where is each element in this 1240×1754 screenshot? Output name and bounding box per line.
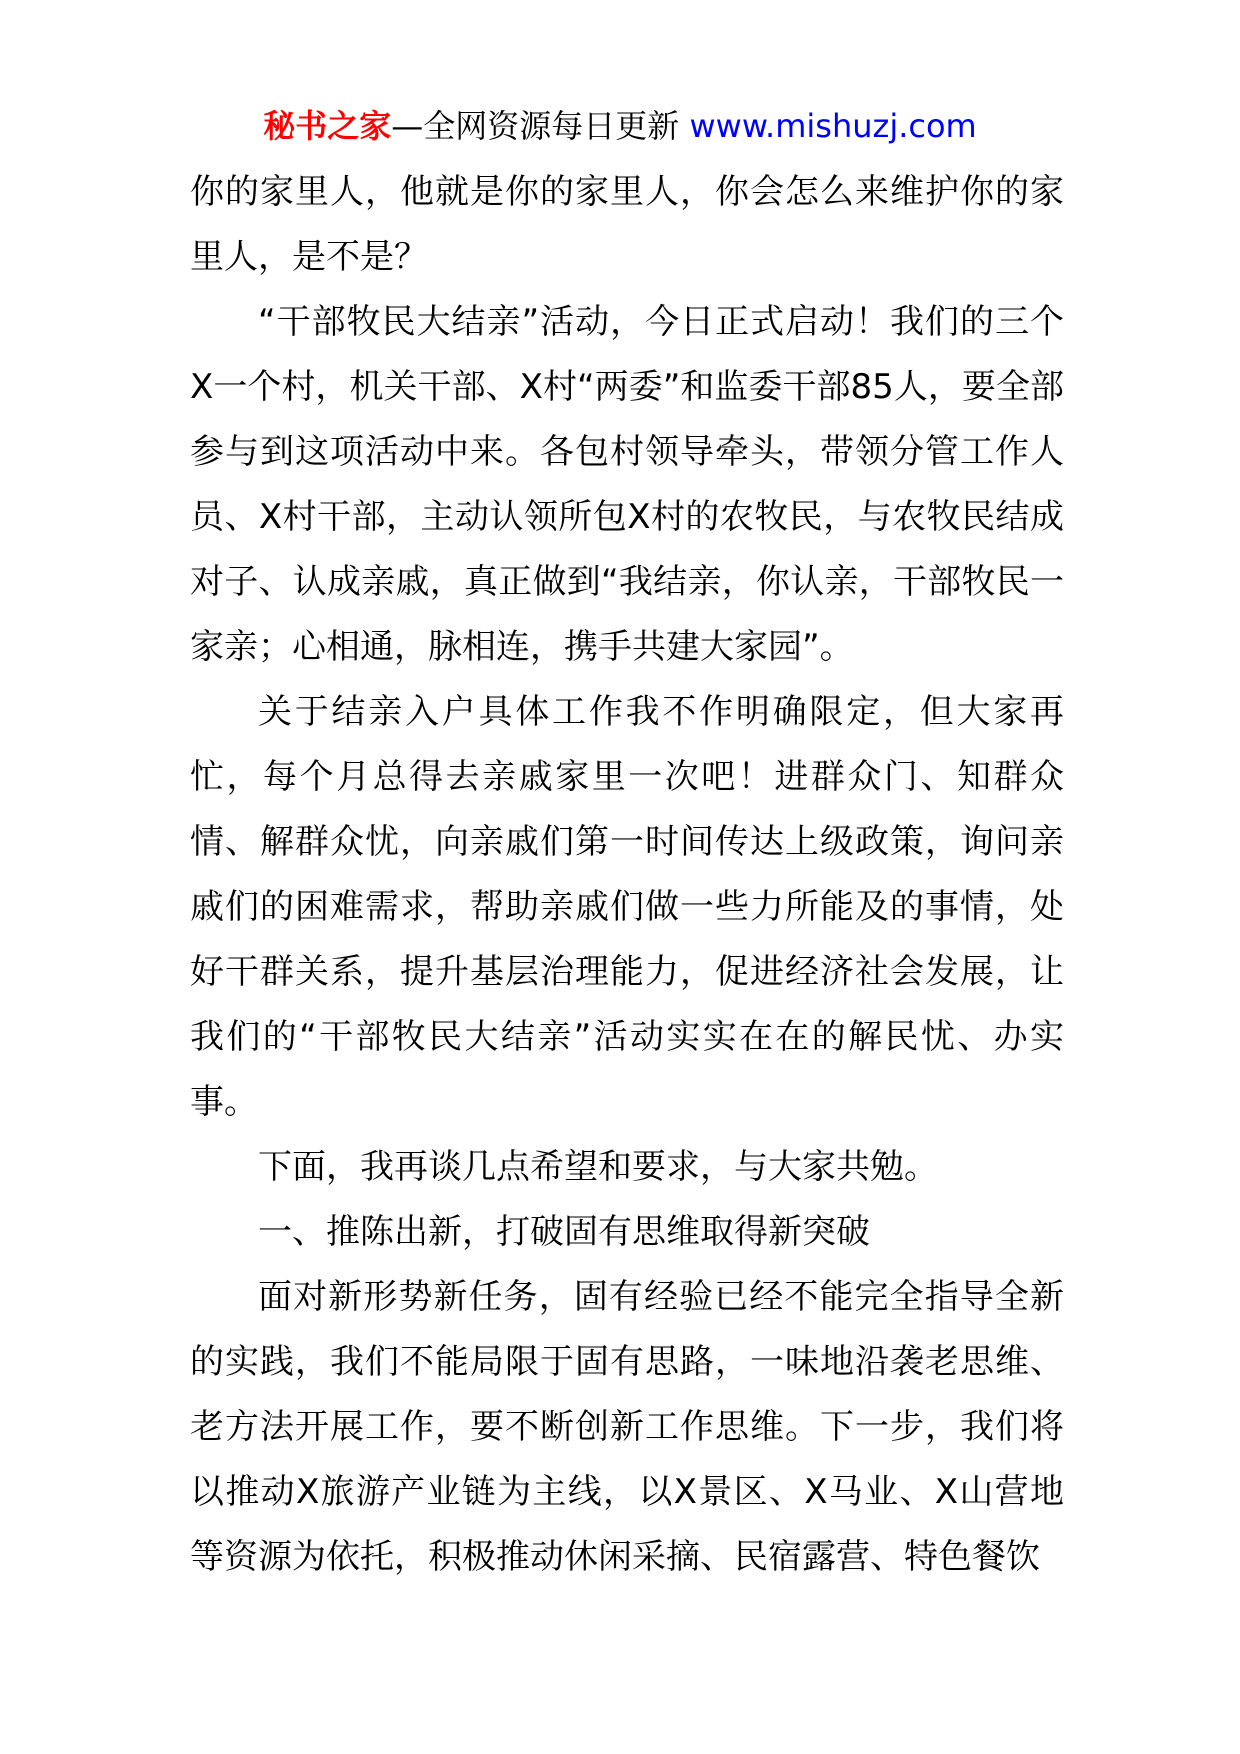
paragraph-innovation: 面对新形势新任务，固有经验已经不能完全指导全新的实践，我们不能局限于固有思路，一味地沿袭老思维、老方法开展工作，要不断创新工作思维。下一步，我们将以推动X旅游产业链为主线，以X景区、X马业、X山营地等资源为依托，积极推动休闲采摘、民宿露营、特色餐饮 <box>190 1277 1064 1577</box>
site-tagline: —全网资源每日更新 <box>391 107 680 145</box>
site-url-link[interactable]: www.mishuzj.com <box>689 107 977 145</box>
paragraph-continued: 你的家里人，他就是你的家里人，你会怎么来维护你的家里人，是不是？ <box>190 172 1064 277</box>
paragraph-activity-launch: “干部牧民大结亲”活动，今日正式启动！我们的三个X一个村，机关干部、X村“两委”和监委干部85人，要全部参与到这项活动中来。各包村领导牵头，带领分管工作人员、X村干部，主动认领所包X村的农牧民，与农牧民结成对子、认成亲戚，真正做到“我结亲，你认亲，干部牧民一家亲；心相通，脉相连，携手共建大家园”。 <box>190 302 1064 667</box>
site-brand: 秘书之家 <box>263 107 392 145</box>
document-body <box>190 160 1064 1590</box>
paragraph-requirements-intro: 下面，我再谈几点希望和要求，与大家共勉。 <box>258 1147 938 1187</box>
section-heading-1: 一、推陈出新，打破固有思维取得新突破 <box>258 1212 870 1252</box>
site-header <box>0 102 1240 150</box>
paragraph-visiting-relatives: 关于结亲入户具体工作我不作明确限定，但大家再忙，每个月总得去亲戚家里一次吧！进群众门、知群众情、解群众忧，向亲戚们第一时间传达上级政策，询问亲戚们的困难需求，帮助亲戚们做一些力所能及的事情，处好干群关系，提升基层治理能力，促进经济社会发展，让我们的“干部牧民大结亲”活动实实在在的解民忧、办实事。 <box>190 692 1064 1122</box>
